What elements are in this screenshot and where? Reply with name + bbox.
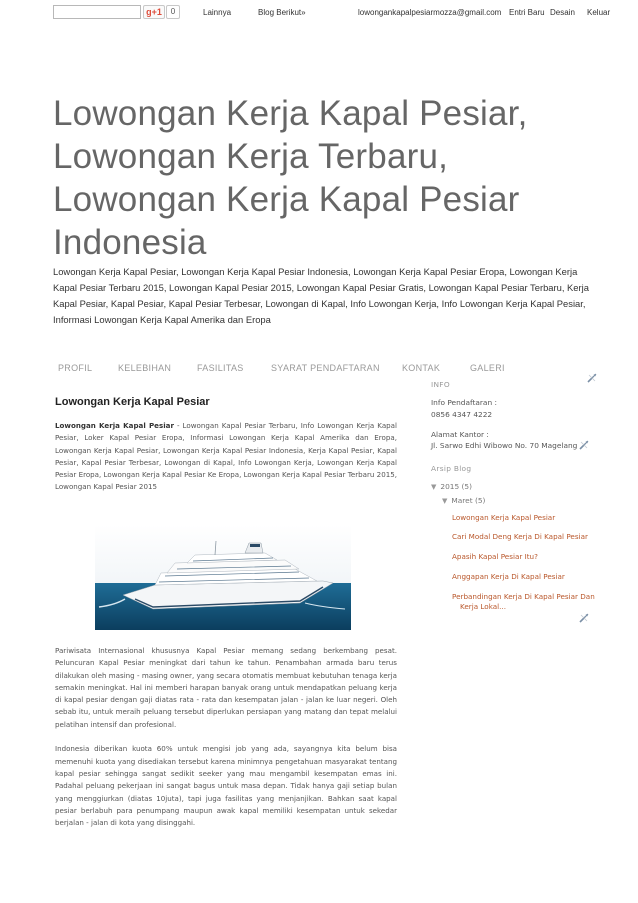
archive-month[interactable] bbox=[442, 496, 485, 505]
archive-year-label: 2015 (5) bbox=[440, 482, 473, 491]
post-paragraph: Indonesia diberikan kuota 60% untuk mengisi job yang ada, sayangnya kita belum bisa memenuhi kuota yang disediakan tersebut karena minimnya pengetahuan masyarakat tentang kapal pesiar sehingga sangat sedikit seeker yang mau mengambil kesempatan emas ini. Padahal peluang pekerjaan ini sangat bagus untuk masa depan. Tidak hanya gaji setiap bulan yang menggiurkan (diatas 10juta), tapi juga fasilitas yang menjanjikan. Bahkan saat kapal pesiar berlabuh para penumpang maupun awak kapal memiliki kesempatan untuk sekedar berjalan - jalan di kota yang disinggahi. bbox=[55, 744, 397, 828]
archive-post-link[interactable]: Apasih Kapal Pesiar Itu? bbox=[452, 552, 538, 561]
post-lead-text: - Lowongan Kapal Pesiar Terbaru, Info Lowongan Kerja Kapal Pesiar, Loker Kapal Pesiar Eropa, Informasi Lowongan Kerja Kapal Amerika dan Eropa, Lowongan Kerja Kapal Pesiar, Lowongan Kerja Kapal Pesiar Indonesia, Kerja Kapal Pesiar, Kapal Pesiar, Kapal Pesiar Terbesar, Lowongan di Kapal, Info Lowongan Kerja, Lowongan Kerja Kapal Pesiar Eropa, Lowongan Kerja Kapal Pesiar Ke Eropa, Lowongan Kerja Kapal Pesiar Terbaru 2015, Lowongan Kapal Pesiar 2015 bbox=[55, 421, 397, 492]
triangle-down-icon[interactable]: ▼ bbox=[442, 497, 448, 505]
blog-description: Lowongan Kerja Kapal Pesiar, Lowongan Kerja Kapal Pesiar Indonesia, Lowongan Kerja Kapal Pesiar Eropa, Lowongan Kerja Kapal Pesiar Terbaru 2015, Lowongan Kapal Pesiar 2015, Lowongan Kapal Pesiar Gratis, Lowongan Kapal Pesiar Terbaru, Kerja Kapal Pesiar, Kapal Pesiar, Kapal Pesiar Terbesar, Lowongan di Kapal, Info Lowongan Kerja, Info Lowongan Kerja Kapal Pesiar, Informasi Lowongan Kerja Kapal Amerika dan Eropa bbox=[53, 266, 589, 325]
new-post-link[interactable]: Entri Baru bbox=[509, 8, 545, 17]
info-heading: INFO bbox=[431, 380, 450, 389]
triangle-down-icon[interactable]: ▼ bbox=[431, 483, 437, 491]
tab-profil[interactable]: PROFIL bbox=[58, 363, 93, 373]
post-body bbox=[55, 645, 397, 842]
tab-kelebihan[interactable]: KELEBIHAN bbox=[118, 363, 172, 373]
blogger-navbar bbox=[0, 0, 638, 24]
archive-post-link[interactable]: Lowongan Kerja Kapal Pesiar bbox=[452, 513, 556, 522]
post-title[interactable]: Lowongan Kerja Kapal Pesiar bbox=[55, 396, 210, 408]
edit-wrench-icon[interactable] bbox=[578, 612, 590, 624]
post-paragraph: Pariwisata Internasional khususnya Kapal Pesiar memang sedang berkembang pesat. Peluncuran Kapal Pesiar meningkat dari tahun ke tahun. Penambahan armada baru terus dilakukan oleh masing - masing owner, yang secara otomatis membuat kebutuhan tenaga kerja semakin meningkat. Hal ini memberi harapan banyak orang untuk mendapatkan peluang kerja di kapal pesiar dengan gaji diatas rata - rata dan kesempatan jalan - jalan ke luar negeri. Oleh sebab itu, untuk meraih peluang tersebut diperlukan persiapan yang matang dan tepat melalui pelatihan intensif dan profesional. bbox=[55, 646, 397, 729]
archive-year[interactable] bbox=[431, 482, 472, 491]
archive-post-link[interactable]: Cari Modal Deng Kerja Di Kapal Pesiar bbox=[452, 532, 588, 541]
archive-heading: Arsip Blog bbox=[431, 464, 472, 473]
gplus-button[interactable]: g+1 bbox=[143, 5, 165, 19]
tab-syarat-pendaftaran[interactable]: SYARAT PENDAFTARAN bbox=[271, 363, 380, 373]
blog-title[interactable]: Lowongan Kerja Kapal Pesiar, Lowongan Kerja Terbaru, Lowongan Kerja Kapal Pesiar Indonesia bbox=[53, 94, 528, 262]
office-label: Alamat Kantor : bbox=[431, 430, 489, 439]
logout-link[interactable]: Keluar bbox=[587, 8, 611, 17]
page-tabs bbox=[58, 363, 578, 377]
post-lead-keyword: Lowongan Kerja Kapal Pesiar bbox=[55, 421, 174, 430]
more-link[interactable]: Lainnya bbox=[203, 8, 232, 17]
search-input[interactable] bbox=[53, 5, 141, 19]
registration-label: Info Pendaftaran : bbox=[431, 398, 497, 407]
tab-kontak[interactable]: KONTAK bbox=[402, 363, 441, 373]
archive-post-link[interactable]: Perbandingan Kerja Di Kapal Pesiar Dan Kerja Lokal... bbox=[452, 592, 595, 611]
user-email: lowongankapalpesiarmozza@gmail.com bbox=[358, 8, 502, 17]
edit-wrench-icon[interactable] bbox=[586, 372, 598, 384]
gplus-count: 0 bbox=[166, 5, 180, 19]
archive-post-link[interactable]: Anggapan Kerja Di Kapal Pesiar bbox=[452, 572, 565, 581]
tab-fasilitas[interactable]: FASILITAS bbox=[197, 363, 244, 373]
office-address: Jl. Sarwo Edhi Wibowo No. 70 Magelang bbox=[431, 441, 578, 450]
registration-phone: 0856 4347 4222 bbox=[431, 410, 493, 419]
design-link[interactable]: Desain bbox=[550, 8, 575, 17]
tab-galeri[interactable]: GALERI bbox=[470, 363, 505, 373]
post-lead bbox=[55, 420, 397, 494]
archive-month-label: Maret (5) bbox=[451, 496, 486, 505]
edit-wrench-icon[interactable] bbox=[578, 439, 590, 451]
cruise-ship-image bbox=[95, 525, 351, 630]
next-blog-link[interactable]: Blog Berikut» bbox=[258, 8, 306, 17]
